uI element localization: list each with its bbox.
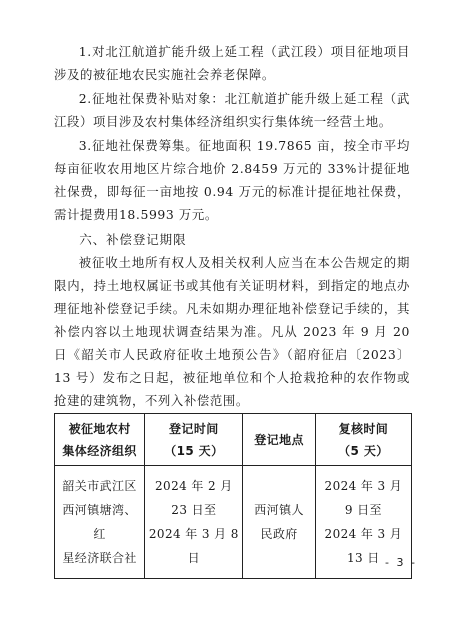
registration-table xyxy=(54,413,412,579)
header-registration-place: 登记地点 xyxy=(243,414,315,466)
table-row xyxy=(55,466,412,579)
header-org: 被征地农村 集体经济组织 xyxy=(55,414,145,466)
paragraph-1: 1.对北江航道扩能升级上延工程（武江段）项目征地项目涉及的被征地农民实施社会养老保障。 xyxy=(54,44,410,82)
header-review-time: 复核时间 （5 天） xyxy=(315,414,411,466)
page-number: - 3 - xyxy=(385,556,417,569)
header-registration-time: 登记时间 （15 天） xyxy=(145,414,243,466)
cell-org: 韶关市武江区 西河镇塘湾、红 星经济联合社 xyxy=(55,466,145,579)
cell-review-time: 2024 年 3 月 9 日至 2024 年 3 月 13 日 xyxy=(315,466,411,579)
table-header-row xyxy=(55,414,412,466)
paragraph-3: 3.征地社保费筹集。征地面积 19.7865 亩，按全市平均每亩征收农用地区片综合地价 2.8459 万元的 33%计提征地社保费，即每征一亩地按 0.94 万元的标准计提征地社保费，需计提费用18.5993 万元。 xyxy=(54,138,410,222)
section-heading: 六、补偿登记期限 xyxy=(79,232,187,247)
section-body: 被征收土地所有权人及相关权利人应当在本公告规定的期限内，持土地权属证书或其他有关证明材料，到指定的地点办理征地补偿登记手续。凡未如期办理征地补偿登记手续的，其补偿内容以土地现状调查结果为准。凡从 2023 年 9 月 20 日《韶关市人民政府征收土地预公告》（韶府征启〔2023〕13 号）发布之日起，被征地单位和个人抢栽抢种的农作物或抢建的建筑物，不列入补偿范围。 xyxy=(54,255,410,408)
cell-registration-time: 2024 年 2 月 23 日至 2024 年 3 月 8 日 xyxy=(145,466,243,579)
paragraph-2: 2.征地社保费补贴对象：北江航道扩能升级上延工程（武江段）项目涉及农村集体经济组织实行集体统一经营土地。 xyxy=(54,91,410,129)
cell-registration-place: 西河镇人 民政府 xyxy=(243,466,315,579)
